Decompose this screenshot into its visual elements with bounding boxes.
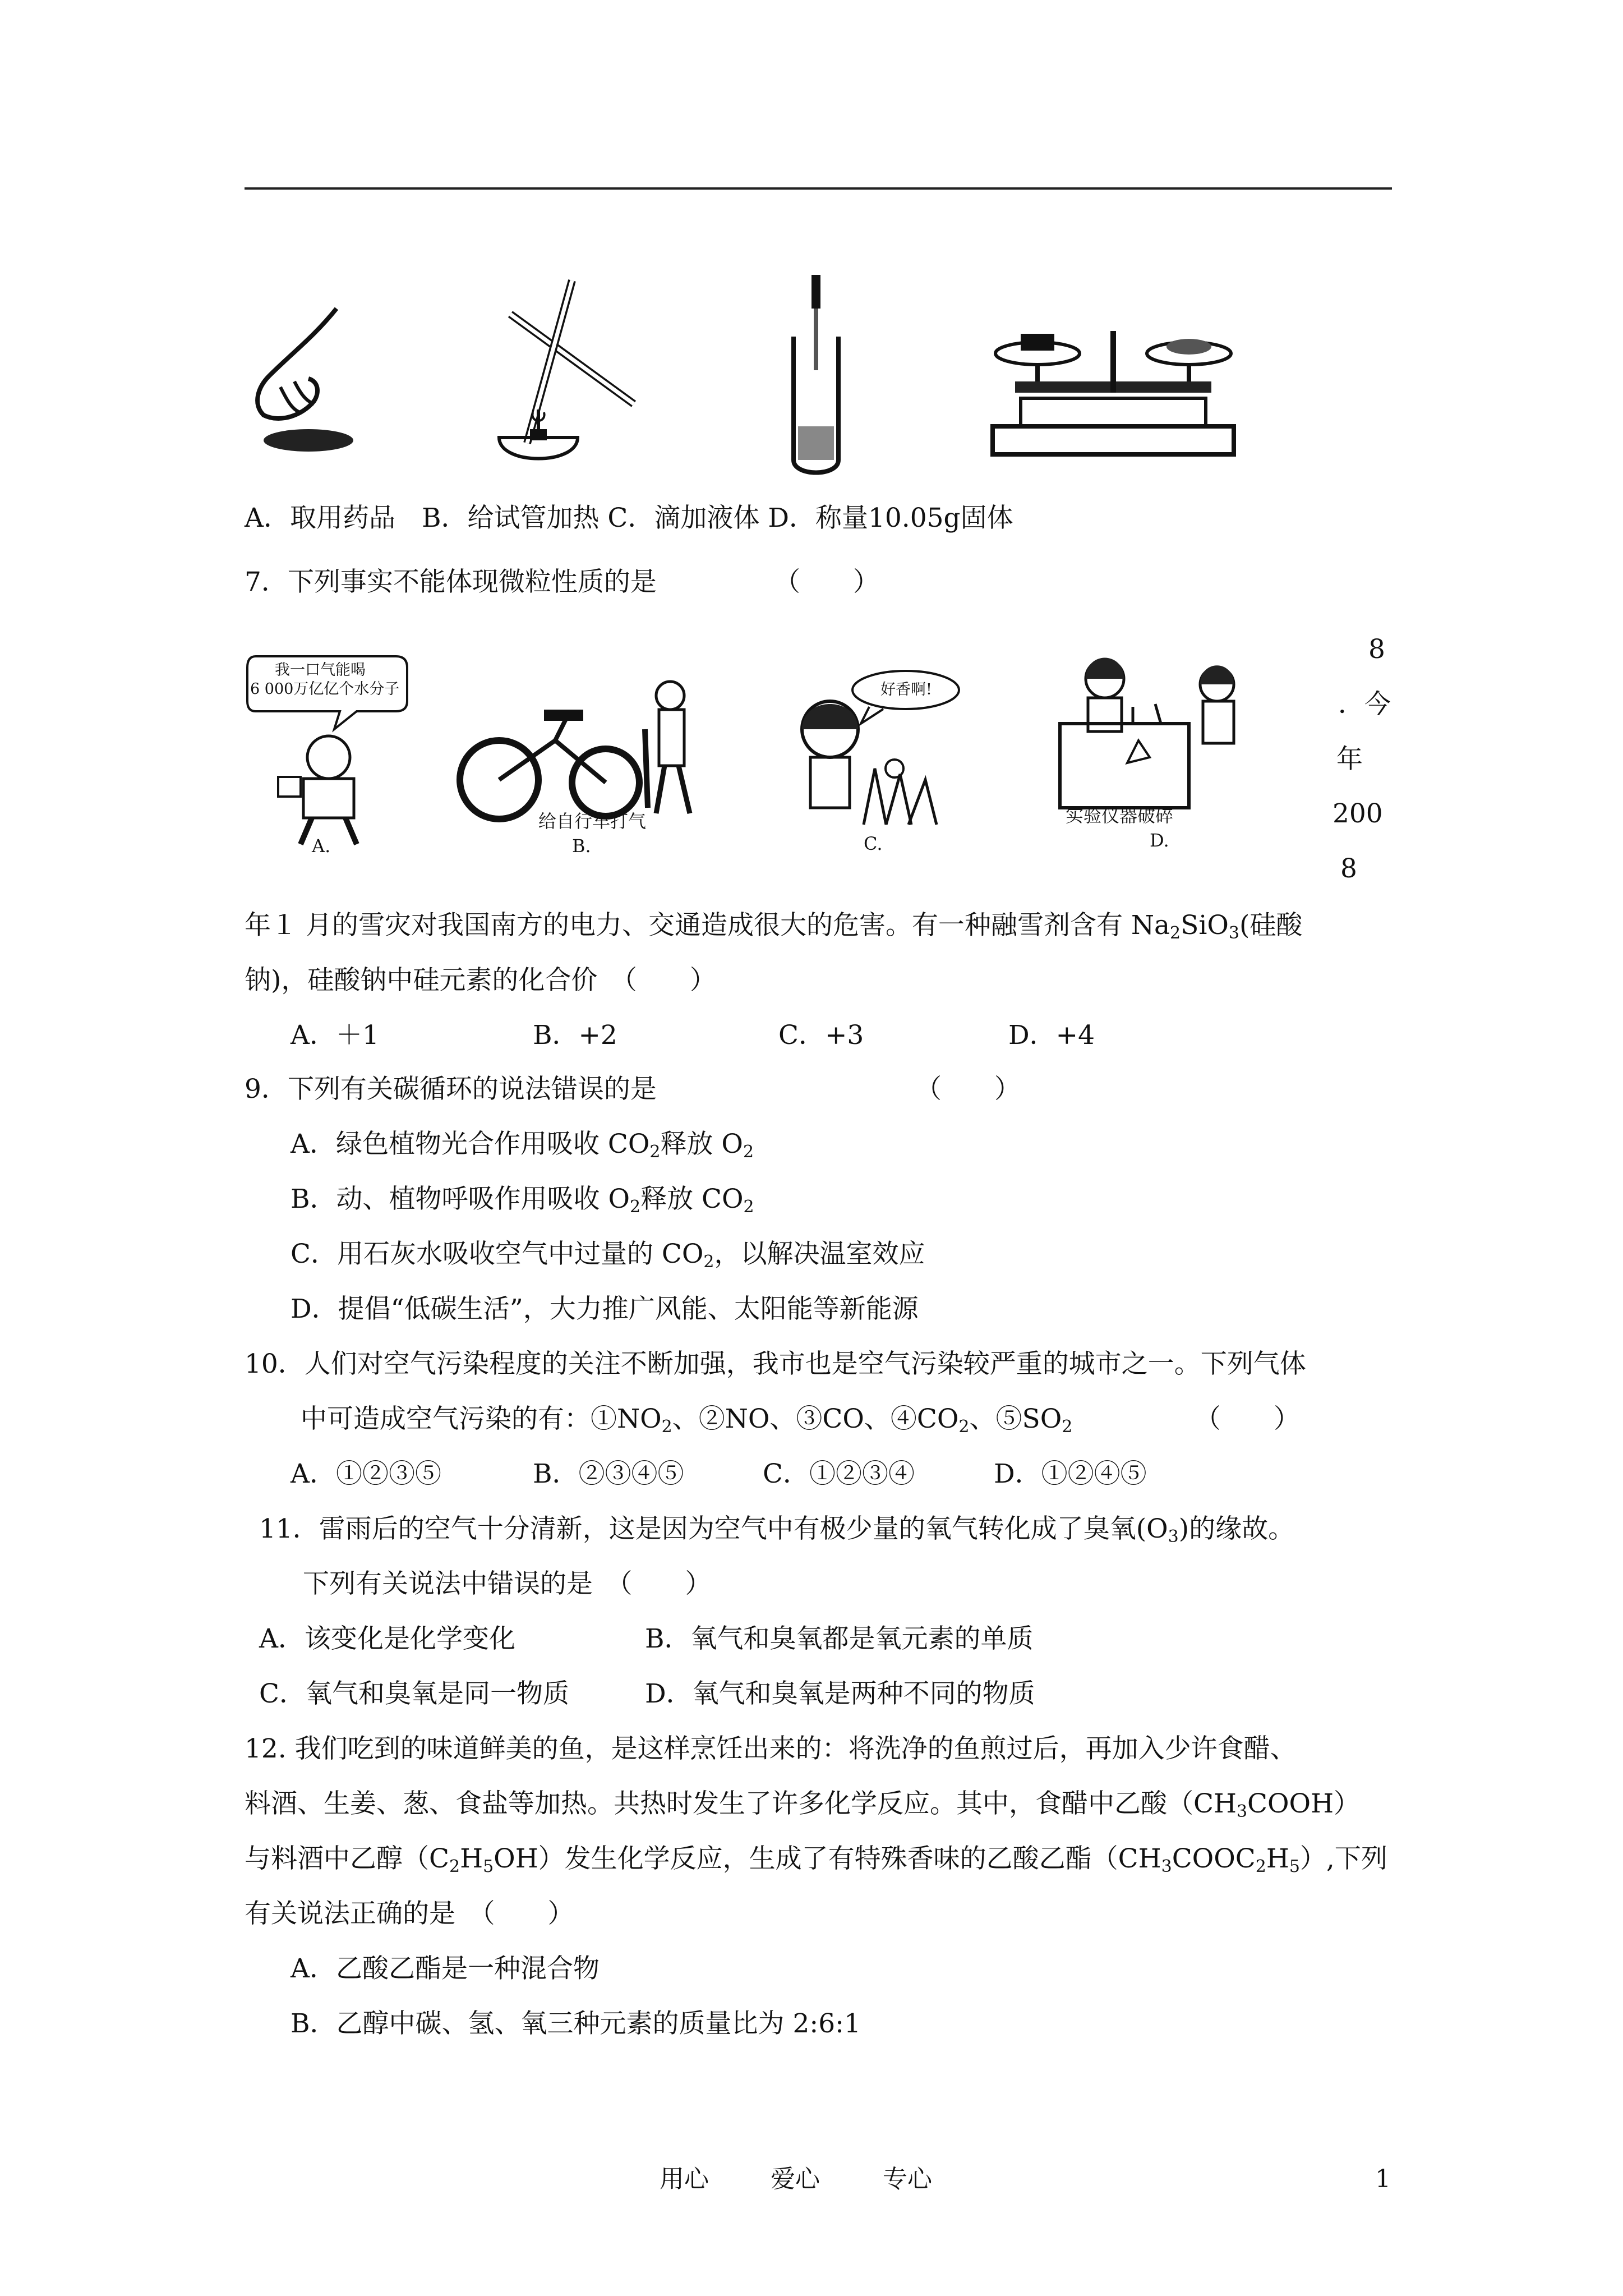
q10-option-a: A．①②③⑤ xyxy=(291,1458,441,1489)
q7-c-label: C. xyxy=(864,833,883,854)
q12-option-b: B．乙醇中碳、氢、氧三种元素的质量比为 2:6:1 xyxy=(291,2008,861,2039)
page-number: 1 xyxy=(1375,2165,1391,2193)
q9-option-c: C．用石灰水吸收空气中过量的 $CO_2$，以解决温室效应 xyxy=(291,1239,925,1272)
q7-d-label: D. xyxy=(1150,830,1169,851)
q7-d-caption: 实验仪器破碎 xyxy=(1066,805,1174,826)
q7-a-bubble-line1: 我一口气能喝 xyxy=(275,661,366,679)
q11-option-c: C．氧气和臭氧是同一物质 xyxy=(259,1678,569,1709)
q7-b-caption: 给自行车打气 xyxy=(538,811,647,832)
q7-stem: 7．下列事实不能体现微粒性质的是 xyxy=(245,567,657,597)
figure-heat-test-tube xyxy=(477,275,656,471)
q7-a-label: A. xyxy=(312,835,331,857)
q10-option-d: D．①②④⑤ xyxy=(994,1458,1147,1489)
q8-side-5: 8 xyxy=(1340,853,1357,884)
q10-option-b: B．②③④⑤ xyxy=(533,1458,684,1489)
q12-line1: 12. 我们吃到的味道鲜美的鱼，是这样烹饪出来的：将洗净的鱼煎过后，再加入少许食醋、 xyxy=(245,1733,1297,1764)
q10-paren: （ ） xyxy=(1195,1404,1300,1434)
q8-side-3: 年 xyxy=(1336,744,1363,775)
q8-line1: 年１ 月的雪灾对我国南方的电力、交通造成很大的危害。有一种融雪剂含有 $Na_2SiO_3$(硅酸 xyxy=(245,910,1303,943)
q7-a-bubble-line2: 6 000万亿亿个水分子 xyxy=(250,680,400,698)
q7-panel-c xyxy=(780,668,965,830)
q9-option-b: B．动、植物呼吸作用吸收 $O_2$释放 $CO_2$ xyxy=(291,1184,754,1217)
q12-option-a: A．乙酸乙酯是一种混合物 xyxy=(291,1953,600,1984)
header-rule xyxy=(245,187,1392,190)
q7-c-bubble: 好香啊! xyxy=(880,681,932,698)
q7-b-label: B. xyxy=(572,835,591,857)
q12-line4: 有关说法正确的是 （ ） xyxy=(245,1898,574,1929)
q8-option-a: A．＋1 xyxy=(291,1020,379,1051)
q12-line3: 与料酒中乙醇$(C_2H_5OH)$发生化学反应，生成了有特殊香味的乙酸乙酯$(CH_3COOC_2H_5)$,下列 xyxy=(245,1843,1387,1876)
q9-stem: 9．下列有关碳循环的说法错误的是 xyxy=(245,1074,657,1105)
q8-option-b: B．+2 xyxy=(533,1020,617,1051)
q12-line2: 料酒、生姜、葱、食盐等加热。共热时发生了许多化学反应。其中，食醋中乙酸$(CH_3COOH)$ xyxy=(245,1788,1361,1821)
footer-text-1: 用心 xyxy=(660,2165,709,2193)
q11-line1: 11．雷雨后的空气十分清新，这是因为空气中有极少量的氧气转化成了臭氧$(O_3)$的缘故。 xyxy=(259,1513,1295,1547)
q10-option-c: C．①②③④ xyxy=(763,1458,915,1489)
q11-option-b: B．氧气和臭氧都是氧元素的单质 xyxy=(645,1623,1034,1654)
q8-side-1: 8 xyxy=(1368,634,1385,665)
q11-line2: 下列有关说法中错误的是 （ ） xyxy=(303,1568,712,1599)
q9-option-a: A．绿色植物光合作用吸收 $CO_2$释放 $O_2$ xyxy=(291,1129,754,1162)
q9-option-d: D．提倡“低碳生活”，大力推广风能、太阳能等新能源 xyxy=(291,1294,919,1324)
q10-line1: 10．人们对空气污染程度的关注不断加强，我市也是空气污染较严重的城市之一。下列气体 xyxy=(245,1349,1306,1379)
q9-paren: （ ） xyxy=(915,1074,1021,1105)
q8-option-d: D．+4 xyxy=(1008,1020,1095,1051)
figure-take-reagent xyxy=(247,303,359,454)
q11-option-d: D．氧气和臭氧是两种不同的物质 xyxy=(645,1678,1035,1709)
q11-option-a: A．该变化是化学变化 xyxy=(259,1623,515,1654)
q7-paren: （ ） xyxy=(774,567,879,597)
footer-text-2: 爱心 xyxy=(771,2165,820,2193)
q6-options: A．取用药品 B．给试管加热 C．滴加液体 D．称量10.05g固体 xyxy=(245,503,1013,533)
q8-side-2: ．今 xyxy=(1338,689,1391,720)
q8-side-4: 200 xyxy=(1332,798,1383,829)
footer-text-3: 专心 xyxy=(883,2165,932,2193)
q8-option-c: C．+3 xyxy=(778,1020,864,1051)
q10-line2: 中可造成空气污染的有：$①NO_2$、②NO、③CO、$④CO_2$、$⑤SO_2$ xyxy=(301,1404,1073,1437)
figure-balance xyxy=(987,314,1239,463)
q7-panel-d xyxy=(1054,651,1251,819)
figure-drop-liquid xyxy=(782,275,850,477)
q7-panel-b xyxy=(454,679,718,830)
q8-line2: 钠)，硅酸钠中硅元素的化合价 （ ） xyxy=(245,965,716,996)
